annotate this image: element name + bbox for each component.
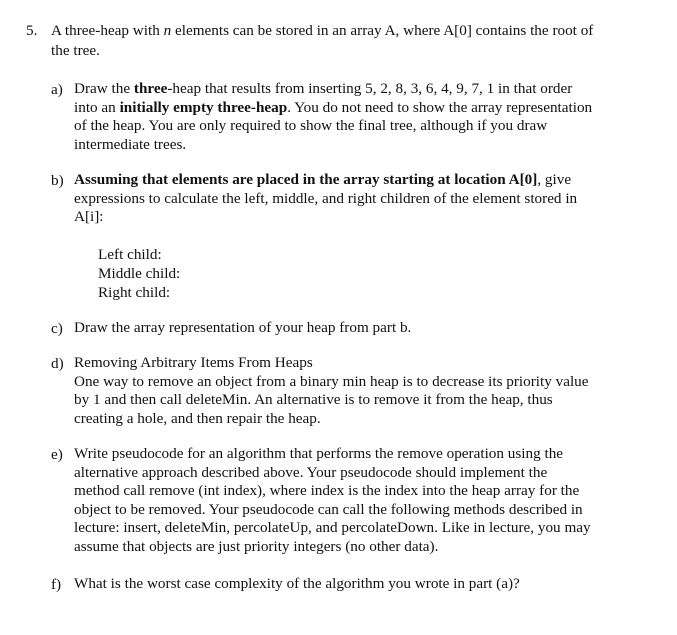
part-d-body	[74, 354, 634, 428]
part-b-line-3: A[i]:	[74, 208, 104, 226]
part-d-line-3: by 1 and then call deleteMin. An alternative is to remove it from the heap, thus	[74, 391, 553, 409]
part-a-line-1	[74, 80, 634, 99]
part-b-body	[74, 171, 634, 227]
part-a-label: a)	[51, 81, 63, 98]
intro-after-n: elements can be stored in an array A, where A[0] contains the root of	[171, 22, 594, 39]
question-intro-line-1	[51, 21, 651, 41]
part-f-label: f)	[51, 576, 62, 593]
part-e-label: e)	[51, 446, 63, 463]
question-number: 5.	[26, 22, 38, 39]
part-d-line-1: Removing Arbitrary Items From Heaps	[74, 354, 313, 371]
part-e-line-2: alternative approach described above. Your pseudocode should implement the	[74, 463, 548, 481]
part-c-line-1: Draw the array representation of your heap from part b.	[74, 319, 412, 336]
part-a-line-3: of the heap. You are only required to show the final tree, although if you draw	[74, 117, 548, 135]
part-a-l1-post: -heap that results from inserting 5, 2, 8, 3, 6, 4, 9, 7, 1 in that order	[167, 80, 573, 97]
part-d-label: d)	[51, 355, 64, 372]
part-f-line-1: What is the worst case complexity of the algorithm you wrote in part (a)?	[74, 575, 520, 592]
part-f-body	[74, 575, 634, 594]
part-d-line-2: One way to remove an object from a binary min heap is to decrease its priority value	[74, 372, 589, 390]
part-b-l1-bold: Assuming that elements are placed in the array starting at location A[0]	[74, 171, 538, 188]
part-e-line-1: Write pseudocode for an algorithm that performs the remove operation using the	[74, 445, 564, 462]
part-e-line-5: lecture: insert, deleteMin, percolateUp, and percolateDown. Like in lecture, you may	[74, 519, 591, 537]
part-a-l1-pre: Draw the	[74, 80, 134, 97]
part-e-line-4: object to be removed. Your pseudocode can call the following methods described in	[74, 500, 583, 518]
part-e-body	[74, 445, 634, 557]
part-a-l1-bold: three	[133, 80, 168, 97]
part-a-line-2	[74, 99, 634, 118]
part-d-line-4: creating a hole, and then repair the heap.	[74, 409, 321, 427]
right-child-label: Right child:	[98, 284, 171, 302]
part-b-l1-post: , give	[537, 171, 572, 188]
children-list	[98, 245, 180, 303]
part-c-body	[74, 319, 634, 338]
part-e-line-6: assume that objects are just priority integers (no other data).	[74, 537, 439, 555]
part-b-line-1	[74, 171, 634, 190]
intro-n-variable: n	[163, 22, 172, 39]
left-child-label: Left child:	[98, 246, 162, 263]
middle-child-label: Middle child:	[98, 265, 181, 283]
part-b-label: b)	[51, 172, 64, 189]
part-b-line-2: expressions to calculate the left, middle, and right children of the element stored in	[74, 189, 578, 207]
part-a-l2-bold: initially empty three-heap	[119, 98, 288, 116]
question-intro-line-2: the tree.	[51, 41, 100, 59]
part-a-l2-post: . You do not need to show the array representation	[287, 98, 593, 116]
part-a-body	[74, 80, 634, 154]
part-a-line-4: intermediate trees.	[74, 135, 187, 153]
question-intro	[51, 21, 651, 60]
part-e-line-3: method call remove (int index), where index is the index into the heap array for the	[74, 482, 580, 500]
intro-before-n: A three-heap with	[51, 22, 164, 39]
part-a-l2-pre: into an	[74, 98, 120, 116]
part-c-label: c)	[51, 320, 63, 337]
